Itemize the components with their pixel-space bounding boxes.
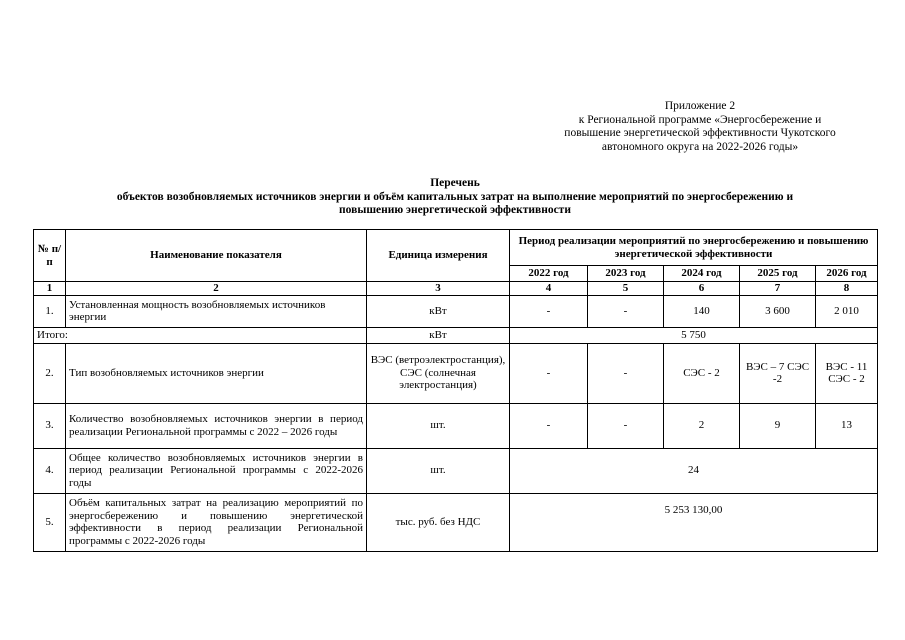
appendix-line: к Региональной программе «Энергосбережение и bbox=[578, 113, 822, 126]
column-number: 1 bbox=[34, 282, 66, 296]
appendix-line: автономного округа на 2022-2026 годы» bbox=[601, 140, 799, 153]
total-value: 24 bbox=[510, 448, 878, 493]
column-number: 3 bbox=[367, 282, 510, 296]
header-year: 2026 год bbox=[816, 266, 878, 282]
row-num: 5. bbox=[34, 493, 66, 551]
row-unit: тыс. руб. без НДС bbox=[367, 493, 510, 551]
row-value: 140 bbox=[664, 295, 740, 327]
row-value: - bbox=[588, 343, 664, 403]
title-line: повышению энергетической эффективности bbox=[339, 204, 571, 216]
row-value: - bbox=[510, 343, 588, 403]
header-year: 2025 год bbox=[740, 266, 816, 282]
row-value: 3 600 bbox=[740, 295, 816, 327]
header-year: 2024 год bbox=[664, 266, 740, 282]
appendix-line: повышение энергетической эффективности Чукотского bbox=[564, 127, 836, 139]
row-unit: кВт bbox=[367, 295, 510, 327]
row-num: 4. bbox=[34, 448, 66, 493]
table-row-total bbox=[34, 327, 878, 343]
table-row bbox=[34, 493, 878, 551]
column-number: 6 bbox=[664, 282, 740, 296]
total-value: 5 750 bbox=[510, 327, 878, 343]
row-name: Объём капитальных затрат на реализацию мероприятий по энергосбережению и повышению энергетической эффективности в период реализации Региональной программы с 2022-2026 годы bbox=[66, 493, 367, 551]
table-row bbox=[34, 448, 878, 493]
total-label: Итого: bbox=[34, 327, 367, 343]
row-value: - bbox=[588, 403, 664, 448]
row-value: ВЭС – 7 СЭС -2 bbox=[740, 343, 816, 403]
row-value: 13 bbox=[816, 403, 878, 448]
row-value: 2 010 bbox=[816, 295, 878, 327]
row-value: - bbox=[588, 295, 664, 327]
row-value: 9 bbox=[740, 403, 816, 448]
row-value: СЭС - 2 bbox=[664, 343, 740, 403]
row-name: Установленная мощность возобновляемых источников энергии bbox=[66, 295, 367, 327]
title-line: объектов возобновляемых источников энергии и объём капитальных затрат на выполнение мероприятий по энергосбережению и bbox=[116, 190, 794, 203]
document-title bbox=[40, 177, 870, 218]
column-number: 8 bbox=[816, 282, 878, 296]
row-num: 1. bbox=[34, 295, 66, 327]
renewables-table bbox=[33, 229, 878, 552]
header-name: Наименование показателя bbox=[66, 230, 367, 282]
table-row bbox=[34, 403, 878, 448]
row-unit: шт. bbox=[367, 403, 510, 448]
appendix-note bbox=[520, 100, 880, 154]
row-value: - bbox=[510, 295, 588, 327]
title-line: Перечень bbox=[430, 177, 480, 189]
row-unit: шт. bbox=[367, 448, 510, 493]
row-value: ВЭС - 11 СЭС - 2 bbox=[816, 343, 878, 403]
header-num: № п/п bbox=[34, 230, 66, 282]
row-name: Тип возобновляемых источников энергии bbox=[66, 343, 367, 403]
appendix-line: Приложение 2 bbox=[664, 100, 736, 112]
header-year: 2022 год bbox=[510, 266, 588, 282]
table-row bbox=[34, 343, 878, 403]
column-number: 5 bbox=[588, 282, 664, 296]
column-number: 4 bbox=[510, 282, 588, 296]
header-period: Период реализации мероприятий по энергосбережению и повышению энергетической эффективности bbox=[510, 230, 878, 266]
row-name: Количество возобновляемых источников энергии в период реализации Региональной программы с 2022 – 2026 годы bbox=[66, 403, 367, 448]
row-value: 2 bbox=[664, 403, 740, 448]
row-unit: ВЭС (ветроэлектростанция), СЭС (солнечная электростанция) bbox=[367, 343, 510, 403]
row-num: 3. bbox=[34, 403, 66, 448]
row-name: Общее количество возобновляемых источников энергии в период реализации Региональной программы с 2022-2026 годы bbox=[66, 448, 367, 493]
table-row bbox=[34, 295, 878, 327]
total-value: 5 253 130,00 bbox=[510, 493, 878, 551]
row-value: - bbox=[510, 403, 588, 448]
header-unit: Единица измерения bbox=[367, 230, 510, 282]
column-number: 7 bbox=[740, 282, 816, 296]
header-year: 2023 год bbox=[588, 266, 664, 282]
column-number: 2 bbox=[66, 282, 367, 296]
row-unit: кВт bbox=[367, 327, 510, 343]
row-num: 2. bbox=[34, 343, 66, 403]
